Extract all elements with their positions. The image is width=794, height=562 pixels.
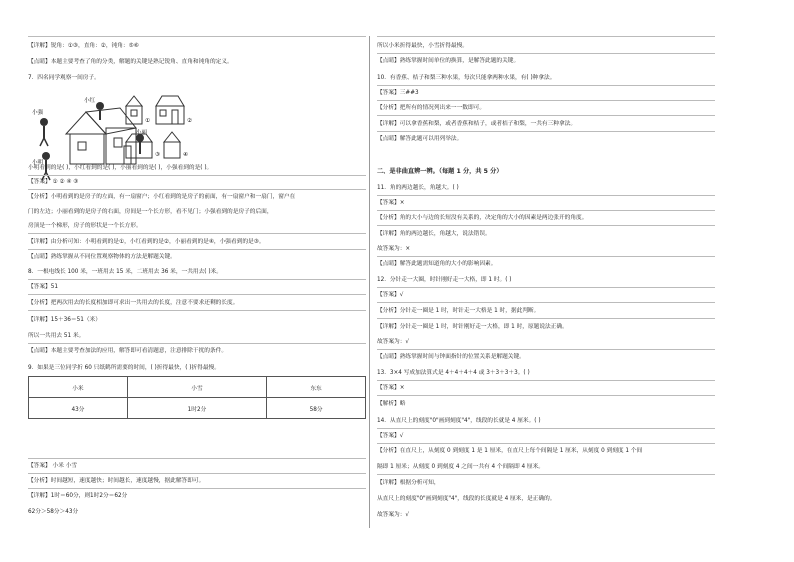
q9-answer: 【答案】 小米 小雪 <box>28 463 78 469</box>
rule <box>377 380 715 381</box>
q14-analysis-2: 隔即 1 厘米；从刻度 0 到刻度 4 之间一共有 4 个间隔即 4 厘米。 <box>377 464 544 470</box>
rule <box>28 175 366 176</box>
q11-conclusion: 故答案为：× <box>377 246 411 252</box>
q8-detail: 【详解】15＋36＝51（米） <box>28 317 101 323</box>
view-mark: ③ <box>155 152 160 158</box>
q11-analysis: 【分析】角的大小与边的长短没有关系的，决定角的大小的因素是两边张开的角度。 <box>377 215 588 221</box>
rule <box>377 395 715 396</box>
label-xiaoli: 小丽 <box>136 130 148 136</box>
rule <box>28 233 366 234</box>
q8-answer: 【答案】51 <box>28 284 58 290</box>
rule <box>377 428 715 429</box>
rule <box>377 225 715 226</box>
rule <box>377 131 715 132</box>
rule <box>28 189 366 190</box>
q9-conclusion: 所以小米折得最快，小雪折得最慢。 <box>377 43 468 49</box>
table-row <box>29 398 366 419</box>
q11-note: 【点睛】解答此题需知道角的大小的影响因素。 <box>377 261 497 267</box>
q13-explanation: 【解析】略 <box>377 401 406 407</box>
q10-detail: 【详解】可以拿香蕉和梨，或者香蕉和桔子，或者桔子和梨，一共有三种拿法。 <box>377 121 577 127</box>
label-xiaoming: 小明 <box>32 160 44 166</box>
rule <box>377 349 715 350</box>
q7-note: 【点睛】熟练掌握从不同位置观察物体的方法是解题关键。 <box>28 254 176 260</box>
q10-note: 【点睛】解答此题可以用列举法。 <box>377 136 463 142</box>
rule <box>377 443 715 444</box>
q9-detail: 【详解】1时＝60分，则1时2分＝62分 <box>28 493 128 499</box>
q13-answer: 【答案】× <box>377 385 405 391</box>
header-rule <box>377 36 715 37</box>
q12-answer: 【答案】√ <box>377 292 404 298</box>
q10-question: 10．有香蕉、桔子和梨三种水果，每次只能拿两种水果，有( )种拿法。 <box>377 75 556 81</box>
q14-question: 14．从直尺上的刻度"0"画到刻度"4"，线段的长就是 4 厘米。( ) <box>377 418 541 424</box>
q12-note: 【点睛】熟练掌握时间与钟面指针的位置关系是解题关键。 <box>377 354 525 360</box>
rule <box>377 318 715 319</box>
q8-analysis: 【分析】把两次用去的长度相加即可求出一共用去的长度，注意不要求还剩的长度。 <box>28 300 239 306</box>
rule <box>377 256 715 257</box>
q9-note: 【点睛】熟练掌握时间单位的换算，是解答此题的关键。 <box>377 58 520 64</box>
table-cell: 43分 <box>29 398 128 419</box>
q14-conclusion: 故答案为：√ <box>377 512 410 518</box>
rule <box>377 302 715 303</box>
table-cell: 58分 <box>267 398 366 419</box>
q7-analysis-3: 房顶是一个梯形，房子的形状是一个长方形。 <box>28 223 142 229</box>
view-option <box>156 96 192 124</box>
table-row <box>29 377 366 398</box>
child-figure <box>136 134 144 154</box>
q14-summary: 从直尺上的刻度"0"画到刻度"4"，线段的长度就是 4 厘米，是正确的。 <box>377 496 556 502</box>
q7-analysis-1: 【分析】小明看到的是房子的左面，有一扇窗户；小红看到的是房子的前面，有一扇窗户和一扇门，窗户在 <box>28 194 296 200</box>
q7-question: 7．四名同学观察一间房子。 <box>28 75 100 81</box>
q10-analysis: 【分析】把所有的情况列出来一一数即可。 <box>377 105 486 111</box>
q12-conclusion: 故答案为：√ <box>377 339 410 345</box>
q6-note: 【点睛】本题主要考查了角的分类，解题的关键是熟记锐角、直角和钝角的定义。 <box>28 59 233 65</box>
section-heading: 二、是非曲直辨一辨。（每题 1 分，共 5 分） <box>377 168 503 175</box>
label-xiaohong: 小红 <box>84 98 96 104</box>
rule <box>377 85 715 86</box>
q10-answer: 【答案】三##3 <box>377 90 419 96</box>
rule <box>377 195 715 196</box>
q6-detail: 【详解】锐角：①③，直角：②，钝角：⑤⑥ <box>28 43 139 49</box>
q14-detail: 【详解】根据分析可知， <box>377 480 440 486</box>
q9-analysis: 【分析】时间越短，速度越快；时间越长，速度越慢，据此解答即可。 <box>28 478 205 484</box>
rule <box>377 53 715 54</box>
view-mark: ② <box>187 118 192 124</box>
q8-question: 8．一根电线长 100 米，一班用去 15 米，二班用去 36 米，一共用去( )米。 <box>28 269 222 275</box>
rule <box>28 310 366 311</box>
q7-detail: 【详解】由分析可知：小明看到的是①，小红看到的是②，小丽看到的是④，小强看到的是③。 <box>28 239 265 245</box>
rule <box>377 210 715 211</box>
table-header-cell: 小雪 <box>127 377 266 398</box>
q9-summary: 62分＞58分＞43分 <box>28 509 79 515</box>
q11-question: 11．角的两边越长，角越大。( ) <box>377 185 459 191</box>
rule <box>377 474 715 475</box>
table-cell: 1时2分 <box>127 398 266 419</box>
q9-table <box>28 376 366 419</box>
q14-answer: 【答案】√ <box>377 433 404 439</box>
q7-blanks: 小明看到的是( )，小红看到的是( )，小丽看到的是( )，小强看到的是( )。 <box>28 165 213 171</box>
q9-question: 9．如果是三位同学折 60 只纸鹤所需要的时间，( )折得最快，( )折得最慢。 <box>28 365 220 371</box>
q13-question: 13．3×4 写成加法算式是 4＋4＋4＋4 或 3＋3＋3＋3。( ) <box>377 370 530 376</box>
q8-note: 【点睛】本题主要考查加法的应用，解答即可看清题意，注意排除干扰的条件。 <box>28 348 228 354</box>
rule <box>28 249 366 250</box>
view-mark: ④ <box>183 152 188 158</box>
label-xiaoqiang: 小强 <box>32 110 44 116</box>
child-figure <box>40 118 48 146</box>
table-header-cell: 东东 <box>267 377 366 398</box>
header-rule <box>28 36 366 37</box>
view-mark: ① <box>145 118 150 124</box>
rule <box>28 488 366 489</box>
q11-answer: 【答案】× <box>377 200 405 206</box>
rule <box>28 343 366 344</box>
q12-question: 12．分针走一大圈，时针刚好走一大格，即 1 时。( ) <box>377 277 512 283</box>
rule <box>377 100 715 101</box>
q11-detail: 【详解】角的两边越长，角越大，说法错误。 <box>377 231 491 237</box>
rule <box>28 294 366 295</box>
q14-analysis-1: 【分析】在直尺上，从刻度 0 到刻度 1 是 1 厘米，在直尺上每个间隔是 1 厘米，从刻度 0 到刻度 1 个间 <box>377 448 643 454</box>
column-divider <box>369 36 370 528</box>
rule <box>28 473 366 474</box>
q12-analysis: 【分析】分针走一圈是 1 时，时针走一大格是 1 时，据此判断。 <box>377 308 540 314</box>
rule <box>377 287 715 288</box>
rule <box>377 115 715 116</box>
q8-summary: 所以一共用去 51 米。 <box>28 333 85 339</box>
table-header-cell: 小米 <box>29 377 128 398</box>
rule <box>28 458 366 459</box>
rule <box>28 279 366 280</box>
q7-answer: 【答案】 ① ② ④ ③ <box>28 179 79 185</box>
view-option <box>164 132 188 158</box>
q12-detail: 【详解】分针走一圈是 1 时，时针刚好走一大格，即 1 时，原题说法正确。 <box>377 324 568 330</box>
q7-analysis-2: 门的左边；小丽看到的是房子的右面，房间是一个长方形，看不见门；小强看到的是房子的后面， <box>28 209 273 215</box>
